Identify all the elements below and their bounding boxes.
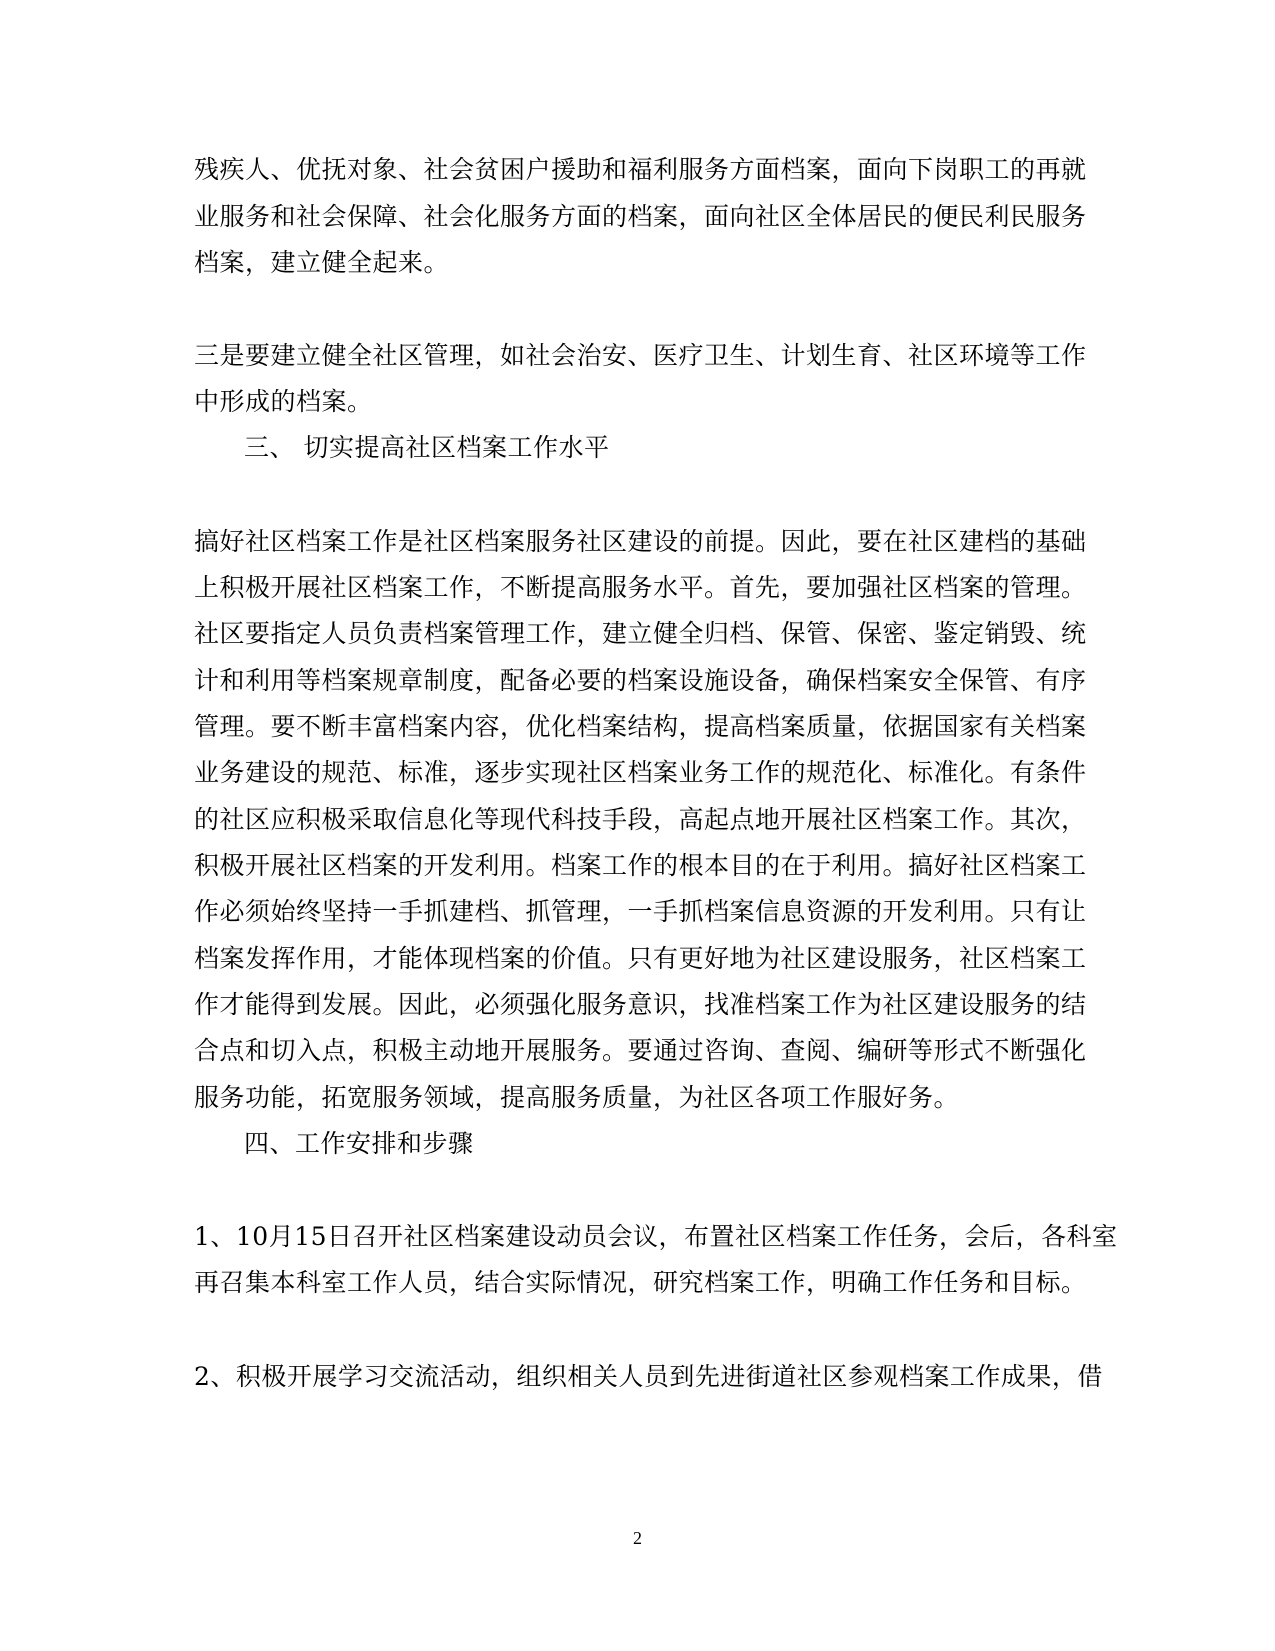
paragraph-3-line-6: 业务建设的规范、标准，逐步实现社区档案业务工作的规范化、标准化。有条件 xyxy=(194,758,1087,787)
paragraph-3-line-9: 作必须始终坚持一手抓建档、抓管理，一手抓档案信息资源的开发利用。只有让 xyxy=(194,897,1087,926)
paragraph-3-line-10: 档案发挥作用，才能体现档案的价值。只有更好地为社区建设服务，社区档案工 xyxy=(194,944,1087,973)
paragraph-3-line-2: 上积极开展社区档案工作，不断提高服务水平。首先，要加强社区档案的管理。 xyxy=(194,573,1087,602)
paragraph-3-line-7: 的社区应积极采取信息化等现代科技手段，高起点地开展社区档案工作。其次， xyxy=(194,805,1087,834)
item-1-line-1: 1、10月15日召开社区档案建设动员会议，布置社区档案工作任务，会后，各科室 xyxy=(194,1222,1118,1251)
paragraph-2-line-2: 中形成的档案。 xyxy=(194,387,373,416)
section-heading-3: 三、 切实提高社区档案工作水平 xyxy=(244,433,610,462)
item-2-line-1: 2、积极开展学习交流活动，组织相关人员到先进街道社区参观档案工作成果，借 xyxy=(194,1362,1103,1391)
item-1-line-2: 再召集本科室工作人员，结合实际情况，研究档案工作，明确工作任务和目标。 xyxy=(194,1268,1087,1297)
paragraph-1-line-3: 档案，建立健全起来。 xyxy=(194,248,450,277)
paragraph-1-line-1: 残疾人、优抚对象、社会贫困户援助和福利服务方面档案，面向下岗职工的再就 xyxy=(194,155,1087,184)
paragraph-1-line-2: 业服务和社会保障、社会化服务方面的档案，面向社区全体居民的便民利民服务 xyxy=(194,202,1087,231)
paragraph-3-line-5: 管理。要不断丰富档案内容，优化档案结构，提高档案质量，依据国家有关档案 xyxy=(194,712,1087,741)
paragraph-3-line-12: 合点和切入点，积极主动地开展服务。要通过咨询、查阅、编研等形式不断强化 xyxy=(194,1036,1087,1065)
paragraph-3-line-13: 服务功能，拓宽服务领域，提高服务质量，为社区各项工作服好务。 xyxy=(194,1083,960,1112)
paragraph-3-line-8: 积极开展社区档案的开发利用。档案工作的根本目的在于利用。搞好社区档案工 xyxy=(194,851,1087,880)
paragraph-3-line-4: 计和利用等档案规章制度，配备必要的档案设施设备，确保档案安全保管、有序 xyxy=(194,666,1087,695)
page-number: 2 xyxy=(633,1528,642,1548)
section-heading-4: 四、工作安排和步骤 xyxy=(244,1129,474,1158)
paragraph-3-line-11: 作才能得到发展。因此，必须强化服务意识，找准档案工作为社区建设服务的结 xyxy=(194,990,1087,1019)
paragraph-3-line-3: 社区要指定人员负责档案管理工作，建立健全归档、保管、保密、鉴定销毁、统 xyxy=(194,619,1087,648)
paragraph-2-line-1: 三是要建立健全社区管理，如社会治安、医疗卫生、计划生育、社区环境等工作 xyxy=(194,341,1087,370)
paragraph-3-line-1: 搞好社区档案工作是社区档案服务社区建设的前提。因此，要在社区建档的基础 xyxy=(194,527,1087,556)
